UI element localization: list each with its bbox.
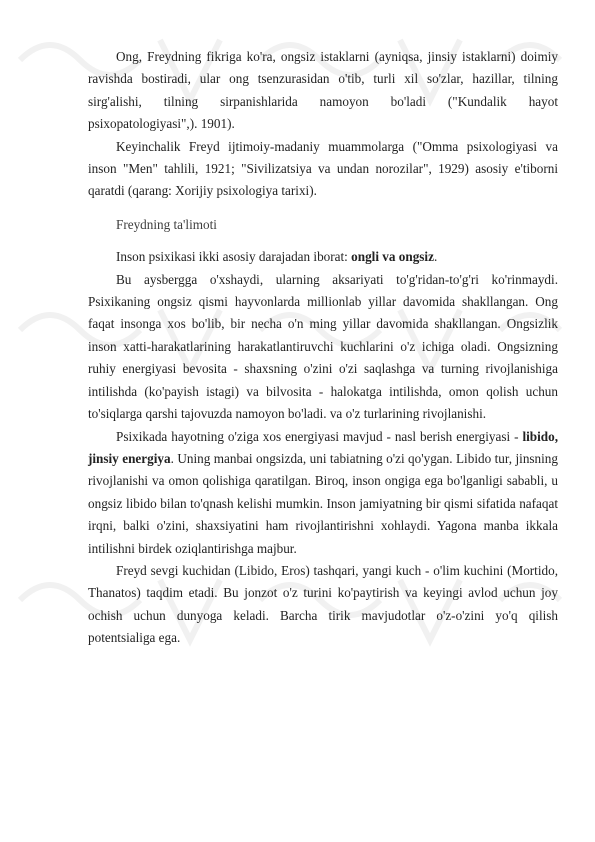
bold-term-conscious-unconscious: ongli va ongsiz bbox=[351, 249, 434, 265]
paragraph-libido bbox=[88, 426, 558, 560]
paragraph-two-levels bbox=[88, 246, 558, 268]
bold-term-libido: libido, jinsiy energiya bbox=[88, 428, 558, 466]
document-body bbox=[88, 46, 558, 650]
paragraph-text: . bbox=[433, 249, 438, 265]
paragraph-mortido: Freyd sevgi kuchidan (Libido, Eros) tashqari, yangi kuch - o'lim kuchini (Mortido, Thanatos) taqdim etadi. Bu jonzot o'z turini ko'paytirish va keyingi avlod uchun joy ochish uchun dunyoga keladi. Barcha tirik mavjudotlar o'z-o'zini yo'q qilish potentsialiga ega. bbox=[88, 562, 558, 646]
paragraph-freud-repression: Ong, Freydning fikriga ko'ra, ongsiz istaklarni (ayniqsa, jinsiy istaklarni) doimiy ravishda bostiradi, ular ong tsenzurasidan o'tib, turli xil so'zlar, hazillar, tilning sirg'alishi, tilning sirpanishlarida namoyon bo'ladi ("Kundalik hayot psixopatologiyasi",). 1901). bbox=[88, 49, 558, 132]
paragraph-text: Inson psixikasi ikki asosiy darajadan iborat: bbox=[116, 249, 352, 265]
section-heading: Freydning ta'limoti bbox=[116, 216, 217, 232]
paragraph-sociocultural: Keyinchalik Freyd ijtimoiy-madaniy muammolarga ("Omma psixologiyasi va inson "Men" tahlili, 1921; "Sivilizatsiya va undan norozilar", 1929) asosiy e'tiborni qaratdi (qarang: Xorijiy psixologiya tarixi). bbox=[88, 138, 558, 199]
paragraph-text: . Uning manbai ongsizda, uni tabiatning o'zi qo'ygan. Libido tur, jinsning rivojlanishi va omon qolishiga qaratilgan. Biroq, inson ongiga ega bo'lganligi sababli, u ongsiz libido bilan to'qnash kelishi mumkin. Inson jamiyatning bir qismi sifatida nafaqat irqni, balki o'zini, shaxsiyatini ham rivojlantirishni xohlaydi. Yagona manba ikkala intilishni birdek oziqlantirishga majbur. bbox=[88, 450, 558, 556]
paragraph-text: Psixikada hayotning o'ziga xos energiyasi mavjud - nasl berish energiyasi - bbox=[116, 428, 523, 444]
paragraph-iceberg: Bu aysbergga o'xshaydi, ularning aksariyati to'g'ridan-to'g'ri ko'rinmaydi. Psixikaning ongsiz qismi hayvonlarda millionlab yillar davomida shakllangan. Ong faqat insonga xos bo'lib, bir necha o'n ming yillar davomida shakllangan. Ongsizlik inson xatti-harakatlarining harakatlantiruvchi kuchlarini o'z ichiga oladi. Ongsizning ruhiy energiyasi bevosita - shaxsning o'zini o'zi saqlashga va turning rivojlanishiga intilishda (ko'payish istagi) va bilvosita - halokatga intilishda, omon qolish uchun to'siqlarga qarshi tajovuzda namoyon bo'ladi. va o'z turlarining rivojlanishi. bbox=[88, 271, 558, 422]
